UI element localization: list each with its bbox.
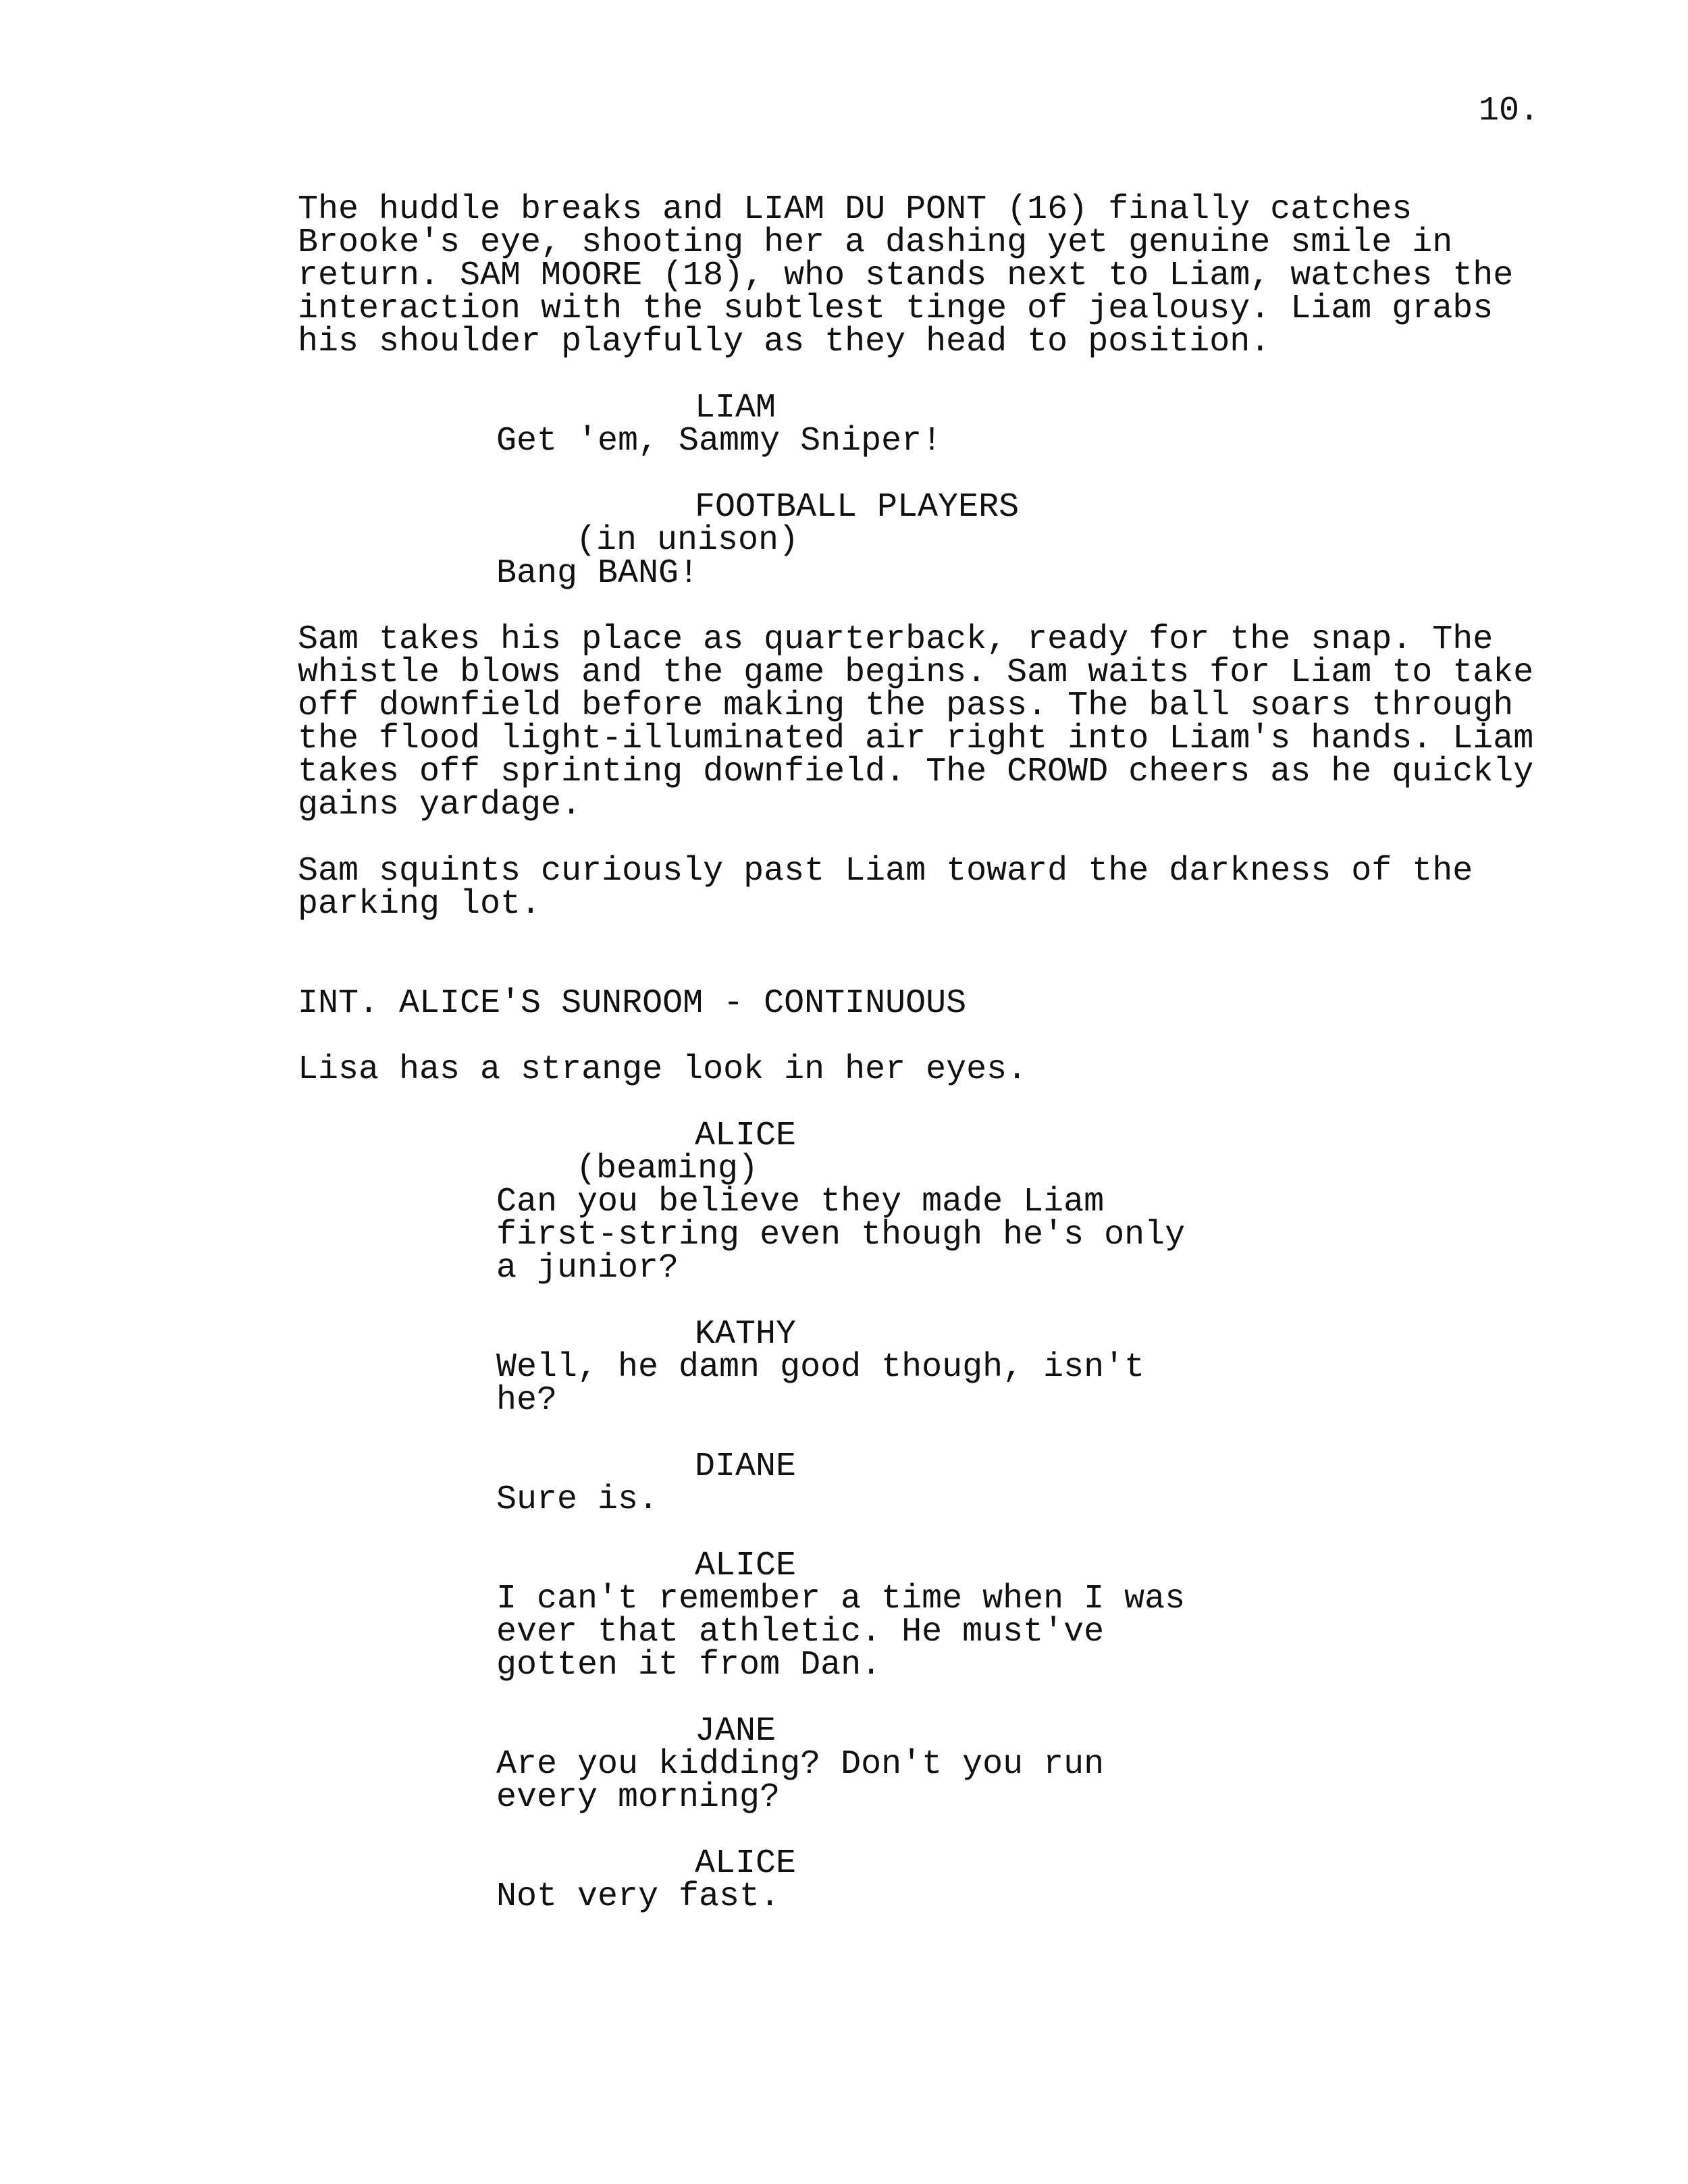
screenplay-body (298, 190, 1547, 1916)
character-name: KATHY (695, 1315, 797, 1354)
dialogue-line: Well, he damn good though, isn't he? (496, 1348, 1145, 1420)
character-name: ALICE (695, 1547, 797, 1585)
page-number: 10. (1478, 92, 1539, 130)
dialogue-line: Sure is. (496, 1481, 659, 1519)
parenthetical: (beaming) (576, 1150, 759, 1188)
character-name: JANE (695, 1712, 776, 1751)
action-paragraph: Sam squints curiously past Liam toward the darkness of the parking lot. (298, 852, 1473, 924)
dialogue-line: I can't remember a time when I was ever that athletic. He must've gotten it from Dan. (496, 1580, 1186, 1684)
dialogue-line: Get 'em, Sammy Sniper! (496, 422, 943, 460)
dialogue-line: Bang BANG! (496, 554, 700, 593)
character-name: ALICE (695, 1117, 797, 1155)
character-name: LIAM (695, 389, 776, 427)
action-paragraph: Lisa has a strange look in her eyes. (298, 1050, 1028, 1089)
action-paragraph: The huddle breaks and LIAM DU PONT (16) finally catches Brooke's eye, shooting her a dashing yet genuine smile in return. SAM MOORE (18), who stands next to Liam, watches the interaction with the subtlest tinge of jealousy. Liam grabs his shoulder playfully as they head to position. (298, 190, 1514, 361)
dialogue-line: Can you believe they made Liam first-string even though he's only a junior? (496, 1183, 1186, 1287)
dialogue-line: Not very fast. (496, 1877, 781, 1916)
action-paragraph: Sam takes his place as quarterback, ready for the snap. The whistle blows and the game begins. Sam waits for Liam to take off downfield before making the pass. The ball soars through the flood light-illuminated air right into Liam's hands. Liam takes off sprinting downfield. The CROWD cheers as he quickly gains yardage. (298, 620, 1534, 824)
character-name: ALICE (695, 1844, 797, 1883)
dialogue-line: Are you kidding? Don't you run every morning? (496, 1745, 1105, 1817)
character-name: DIANE (695, 1447, 797, 1486)
scene-heading: INT. ALICE'S SUNROOM - CONTINUOUS (298, 984, 967, 1023)
character-name: FOOTBALL PLAYERS (695, 488, 1020, 527)
parenthetical: (in unison) (576, 521, 799, 560)
